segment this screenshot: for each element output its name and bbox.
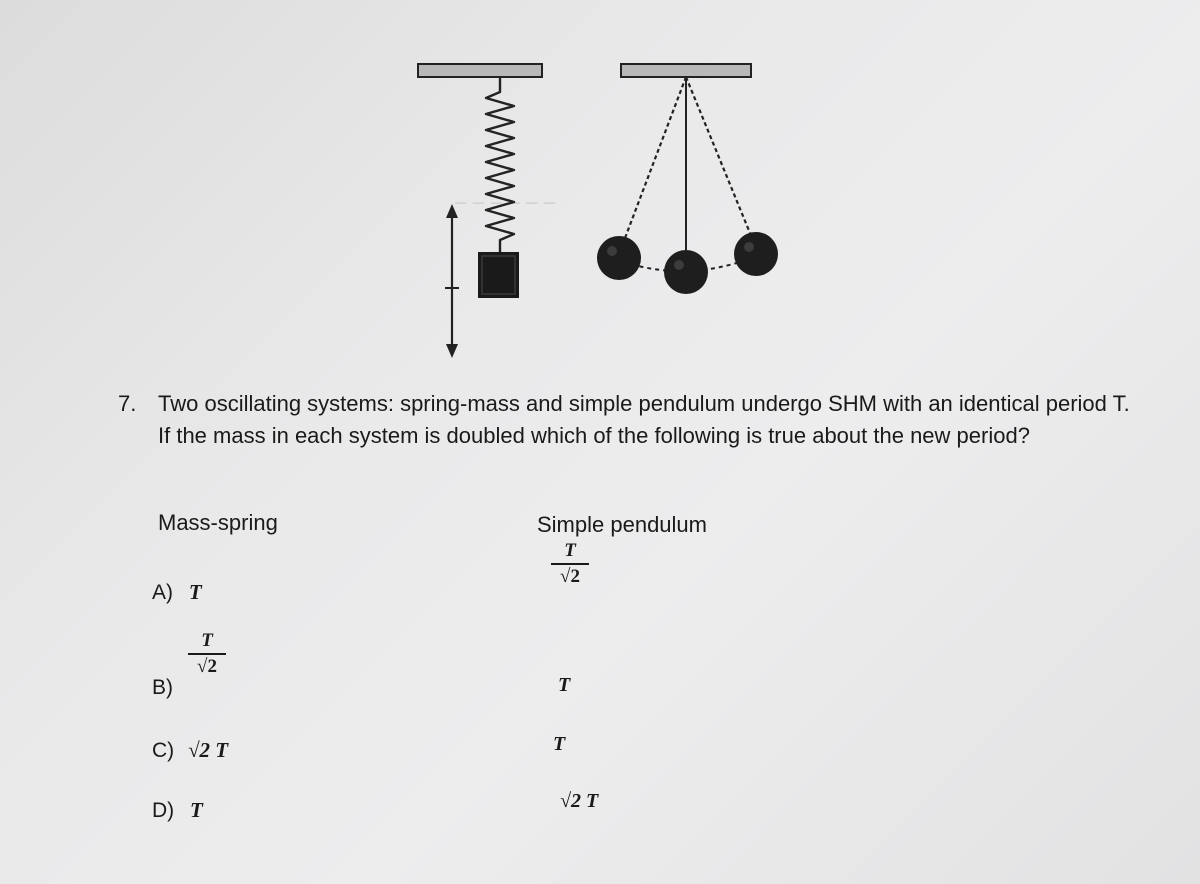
option-a[interactable] [152,580,202,605]
option-a-pendulum-denominator: √2 [560,566,580,587]
option-b[interactable] [152,676,173,700]
option-a-mass-spring: T [188,580,202,604]
option-d-mass-spring: T [190,798,203,822]
column-header-simple-pendulum: Simple pendulum [537,512,707,537]
option-c-label: C) [152,739,175,762]
option-a-pendulum-fraction [545,540,595,588]
option-b-mass-spring-denominator: √2 [197,656,217,677]
spring-ceiling-bar [418,64,542,77]
pendulum-string-right [686,77,752,238]
option-c[interactable] [152,738,228,763]
option-c-pendulum: T [553,733,566,755]
bleed-through-text: ─ ─ ─ ─ ─ ─ [455,195,557,212]
option-a-pendulum-numerator: T [564,540,576,561]
option-d-pendulum: √2 T [560,790,599,812]
pendulum-bob-right [734,232,778,276]
spring-coil [486,77,514,252]
option-a-label: A) [152,581,173,604]
option-d-label: D) [152,799,175,822]
option-c-mass-spring: √2 T [188,738,229,762]
pendulum-ceiling-bar [621,64,751,77]
option-b-pendulum: T [558,674,571,696]
pendulum-bob-center [664,250,708,294]
option-b-label: B) [152,676,173,699]
option-d[interactable] [152,798,203,823]
question-number: 7. [118,391,137,416]
option-b-mass-spring-fraction [182,630,232,678]
spring-mass-block [478,252,519,298]
column-header-mass-spring: Mass-spring [158,510,278,535]
question-text: Two oscillating systems: spring-mass and simple pendulum undergo SHM with an identical period T. If the mass in each system is doubled which of the following is true about the new period? [158,391,1130,448]
spring-pendulum-diagram [0,0,1200,384]
pendulum-bob-left [597,236,641,280]
option-b-mass-spring-numerator: T [201,630,213,651]
pendulum-string-left [622,77,686,246]
